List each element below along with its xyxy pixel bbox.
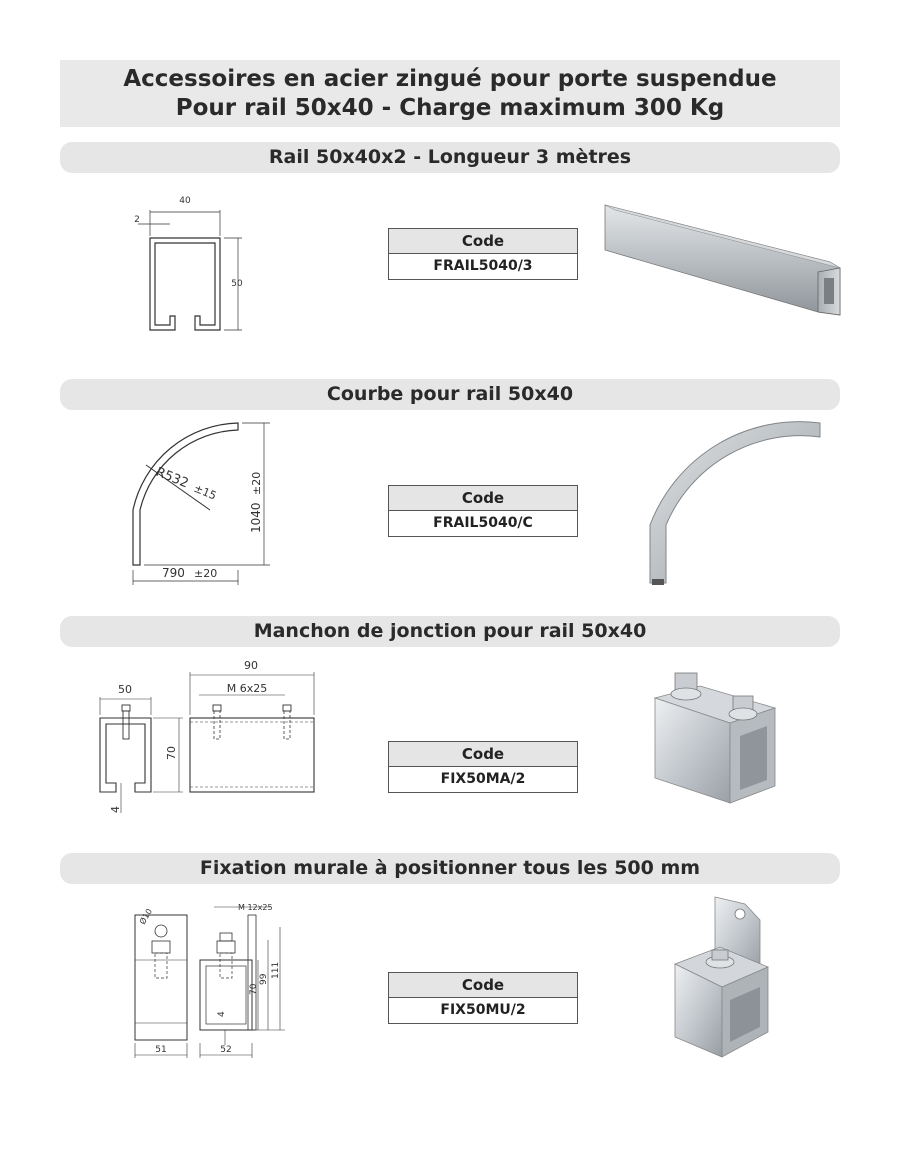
coupler-drawing <box>95 655 325 820</box>
section-title-coupler: Manchon de jonction pour rail 50x40 <box>60 616 840 647</box>
coupler-gap-label: 4 <box>109 806 122 813</box>
curve-width-label: 790 <box>162 566 185 580</box>
code-box-wall-bracket <box>388 972 578 1024</box>
code-header: Code <box>389 229 577 254</box>
wall-bracket-photo <box>660 892 780 1062</box>
product-code: FIX50MU/2 <box>440 1002 526 1018</box>
rail-thickness-label: 2 <box>134 215 140 225</box>
product-code: FRAIL5040/C <box>433 515 533 531</box>
wall-hole-label: Ø10 <box>137 907 154 926</box>
section-title-wall-bracket: Fixation murale à positionner tous les 500 mm <box>60 853 840 884</box>
wall-height1-label: 70 <box>249 983 259 995</box>
wall-height3-label: 111 <box>271 961 281 979</box>
wall-width1-label: 51 <box>155 1045 167 1055</box>
coupler-photo <box>645 668 785 810</box>
rail-height-label: 50 <box>231 279 243 289</box>
curve-width-tolerance: ±20 <box>194 567 218 580</box>
curve-height-tolerance: ±20 <box>250 471 263 495</box>
wall-height2-label: 99 <box>259 973 269 985</box>
coupler-screw-label: M 6x25 <box>226 682 268 695</box>
wall-gap-label: 4 <box>217 1011 227 1017</box>
wall-bracket-drawing <box>130 895 300 1065</box>
header-title-line-1: Accessoires en acier zingué pour porte suspendue <box>123 66 777 92</box>
product-code: FRAIL5040/3 <box>433 258 533 274</box>
curve-drawing <box>120 415 280 595</box>
code-box-curve <box>388 485 578 537</box>
coupler-length-label: 90 <box>244 659 258 672</box>
rail-photo <box>600 200 845 325</box>
code-box-coupler <box>388 741 578 793</box>
wall-screw-label: M 12x25 <box>238 903 273 912</box>
coupler-height-label: 70 <box>165 746 178 760</box>
header-title-line-2: Pour rail 50x40 - Charge maximum 300 Kg <box>175 95 725 121</box>
curve-photo <box>640 415 840 590</box>
wall-width2-label: 52 <box>220 1045 232 1055</box>
code-header: Code <box>389 486 577 511</box>
curve-radius-tolerance: ±15 <box>191 481 219 503</box>
rail-profile-drawing <box>120 190 260 340</box>
coupler-width-label: 50 <box>118 683 132 696</box>
rail-width-label: 40 <box>179 196 191 206</box>
section-title-rail: Rail 50x40x2 - Longueur 3 mètres <box>60 142 840 173</box>
code-header: Code <box>389 973 577 998</box>
curve-height-label: 1040 <box>249 502 263 533</box>
curve-radius-label: R532 <box>153 464 191 492</box>
page-header <box>60 60 840 127</box>
code-box-rail <box>388 228 578 280</box>
section-title-curve: Courbe pour rail 50x40 <box>60 379 840 410</box>
product-code: FIX50MA/2 <box>440 771 526 787</box>
code-header: Code <box>389 742 577 767</box>
